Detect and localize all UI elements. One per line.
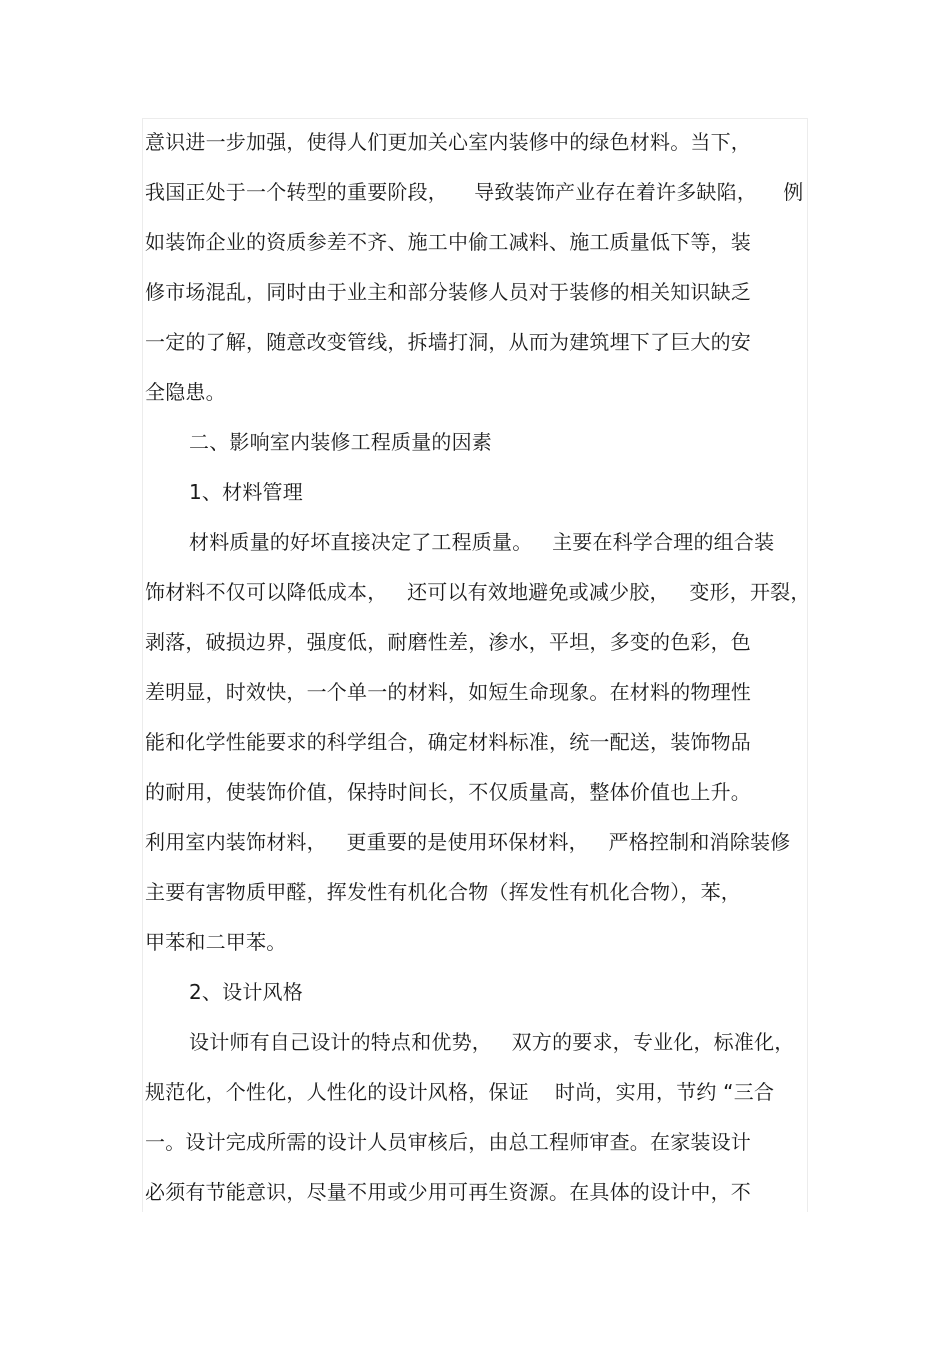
document-body: [145, 120, 810, 1220]
text-line: 能和化学性能要求的科学组合，确定材料标准，统一配送，装饰物品: [145, 730, 751, 754]
text-line: 我国正处于一个转型的重要阶段， 导致装饰产业存在着许多缺陷， 例: [145, 180, 804, 204]
text-line: 规范化，个性化，人性化的设计风格，保证 时尚，实用，节约 “三合: [145, 1080, 775, 1104]
text-line: 设计师有自己设计的特点和优势， 双方的要求，专业化，标准化，: [189, 1030, 795, 1054]
text-line: 甲苯和二甲苯。: [145, 930, 287, 954]
text-line: 材料质量的好坏直接决定了工程质量。 主要在科学合理的组合装: [189, 530, 775, 554]
subsection-heading: 1、材料管理: [189, 480, 303, 504]
text-line: 的耐用，使装饰价值，保持时间长，不仅质量高，整体价值也上升。: [145, 780, 751, 804]
text-line: 全隐患。: [145, 380, 226, 404]
text-line: 饰材料不仅可以降低成本， 还可以有效地避免或减少胶， 变形，开裂，: [145, 580, 811, 604]
text-line: 剥落，破损边界，强度低，耐磨性差，渗水，平坦，多变的色彩，色: [145, 630, 751, 654]
text-line: 主要有害物质甲醛，挥发性有机化合物（挥发性有机化合物），苯，: [145, 880, 741, 904]
text-line: 必须有节能意识，尽量不用或少用可再生资源。在具体的设计中，不: [145, 1180, 751, 1204]
section-heading: 二、影响室内装修工程质量的因素: [189, 430, 492, 454]
text-line: 利用室内装饰材料， 更重要的是使用环保材料， 严格控制和消除装修: [145, 830, 791, 854]
text-line: 一定的了解，随意改变管线，拆墙打洞，从而为建筑埋下了巨大的安: [145, 330, 751, 354]
text-line: 差明显，时效快，一个单一的材料，如短生命现象。在材料的物理性: [145, 680, 751, 704]
text-line: 一。设计完成所需的设计人员审核后，由总工程师审查。在家装设计: [145, 1130, 751, 1154]
text-line: 修市场混乱，同时由于业主和部分装修人员对于装修的相关知识缺乏: [145, 280, 751, 304]
text-line: 如装饰企业的资质参差不齐、施工中偷工减料、施工质量低下等，装: [145, 230, 751, 254]
subsection-heading: 2、设计风格: [189, 980, 303, 1004]
text-line: 意识进一步加强，使得人们更加关心室内装修中的绿色材料。当下，: [145, 130, 751, 154]
